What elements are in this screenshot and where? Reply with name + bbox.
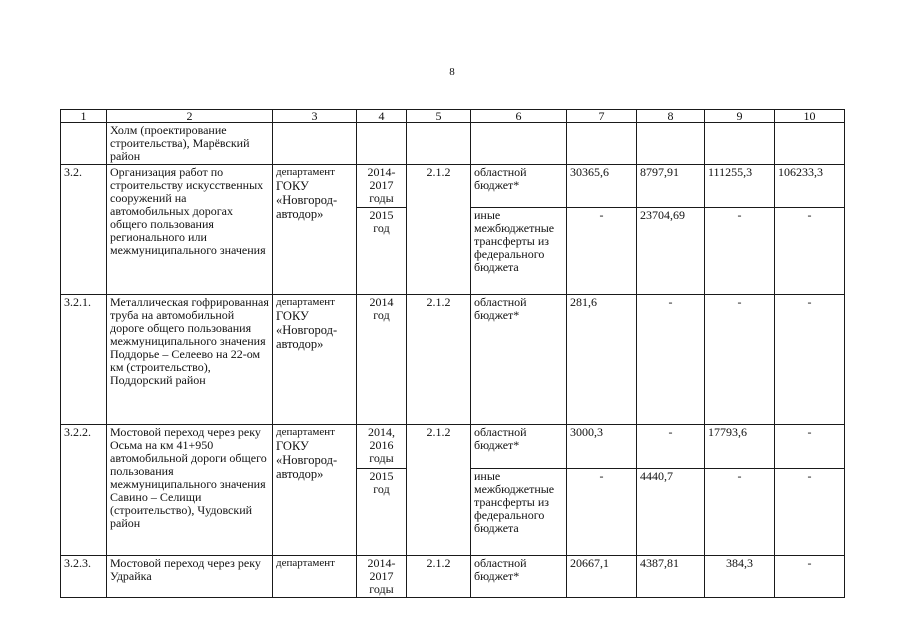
years: 2014-2017 годы — [357, 165, 407, 208]
years: 2014, 2016 годы — [357, 425, 407, 469]
executor — [273, 556, 357, 598]
indicator-index: 2.1.2 — [407, 295, 471, 425]
value-cell: - — [637, 295, 705, 425]
value-cell: 4387,81 — [637, 556, 705, 598]
item-number: 3.2.2. — [61, 425, 107, 556]
value-cell: 20667,1 — [567, 556, 637, 598]
funding-source: иные межбюджетные трансферты из федерального бюджета — [471, 469, 567, 556]
item-name: Мостовой переход через реку Осьма на км 41+950 автомобильной дороги общего пользования межмуниципального значения Савино – Селищи (строительство), Чудовский район — [107, 425, 273, 556]
years: 2014 год — [357, 295, 407, 425]
funding-source: иные межбюджетные трансферты из федерального бюджета — [471, 208, 567, 295]
item-number: 3.2.3. — [61, 556, 107, 598]
value-cell: 111255,3 — [705, 165, 775, 208]
value-cell: 281,6 — [567, 295, 637, 425]
value-cell: 106233,3 — [775, 165, 845, 208]
value-cell: 23704,69 — [637, 208, 705, 295]
item-name: Мостовой переход через реку Удрайка — [107, 556, 273, 598]
header-cell: 10 — [775, 110, 845, 123]
value-cell: - — [775, 469, 845, 556]
years: 2015 год — [357, 469, 407, 556]
executor-goku: ГОКУ «Новгород-автодор» — [276, 439, 338, 481]
header-cell: 6 — [471, 110, 567, 123]
header-cell: 4 — [357, 110, 407, 123]
value-cell: 384,3 — [705, 556, 775, 598]
header-cell: 3 — [273, 110, 357, 123]
header-cell: 9 — [705, 110, 775, 123]
value-cell: - — [775, 425, 845, 469]
value-cell: - — [775, 556, 845, 598]
value-cell: 17793,6 — [705, 425, 775, 469]
header-cell: 7 — [567, 110, 637, 123]
executor — [273, 295, 357, 425]
executor — [273, 425, 357, 556]
item-name: Холм (проектирование строительства), Марёвский район — [107, 123, 273, 165]
value-cell: 30365,6 — [567, 165, 637, 208]
years: 2014-2017 годы — [357, 556, 407, 598]
value-cell: - — [705, 295, 775, 425]
value-cell: - — [567, 208, 637, 295]
executor-goku: ГОКУ «Новгород-автодор» — [276, 179, 338, 221]
item-name: Металлическая гофрированная труба на автомобильной дороге общего пользования межмуниципального значения Поддорье – Селеево на 22-ом км (строительство), Поддорский район — [107, 295, 273, 425]
header-cell: 8 — [637, 110, 705, 123]
indicator-index: 2.1.2 — [407, 556, 471, 598]
table-row — [61, 165, 845, 208]
header-cell: 5 — [407, 110, 471, 123]
header-cell: 2 — [107, 110, 273, 123]
table-row — [61, 123, 845, 165]
funding-source: областной бюджет* — [471, 556, 567, 598]
funding-source: областной бюджет* — [471, 295, 567, 425]
table-row — [61, 425, 845, 469]
header-cell: 1 — [61, 110, 107, 123]
indicator-index: 2.1.2 — [407, 165, 471, 295]
funding-source: областной бюджет* — [471, 165, 567, 208]
indicator-index: 2.1.2 — [407, 425, 471, 556]
funding-source: областной бюджет* — [471, 425, 567, 469]
budget-table — [60, 109, 845, 598]
executor-goku: ГОКУ «Новгород-автодор» — [276, 309, 338, 351]
value-cell: 3000,3 — [567, 425, 637, 469]
value-cell: - — [705, 208, 775, 295]
value-cell: 8797,91 — [637, 165, 705, 208]
page-number: 8 — [449, 66, 455, 78]
item-number: 3.2.1. — [61, 295, 107, 425]
value-cell: - — [775, 295, 845, 425]
value-cell: - — [775, 208, 845, 295]
executor-department: департамент — [276, 557, 335, 569]
executor — [273, 165, 357, 295]
table-row — [61, 295, 845, 425]
executor-department: департамент — [276, 426, 335, 438]
header-row — [61, 110, 845, 123]
executor-department: департамент — [276, 296, 335, 308]
item-number: 3.2. — [61, 165, 107, 295]
item-name: Организация работ по строительству искусственных сооружений на автомобильных дорогах общего пользования регионального или межмуниципального значения — [107, 165, 273, 295]
value-cell: - — [567, 469, 637, 556]
table-row — [61, 556, 845, 598]
years: 2015 год — [357, 208, 407, 295]
value-cell: 4440,7 — [637, 469, 705, 556]
executor-department: департамент — [276, 166, 335, 178]
value-cell: - — [705, 469, 775, 556]
value-cell: - — [637, 425, 705, 469]
